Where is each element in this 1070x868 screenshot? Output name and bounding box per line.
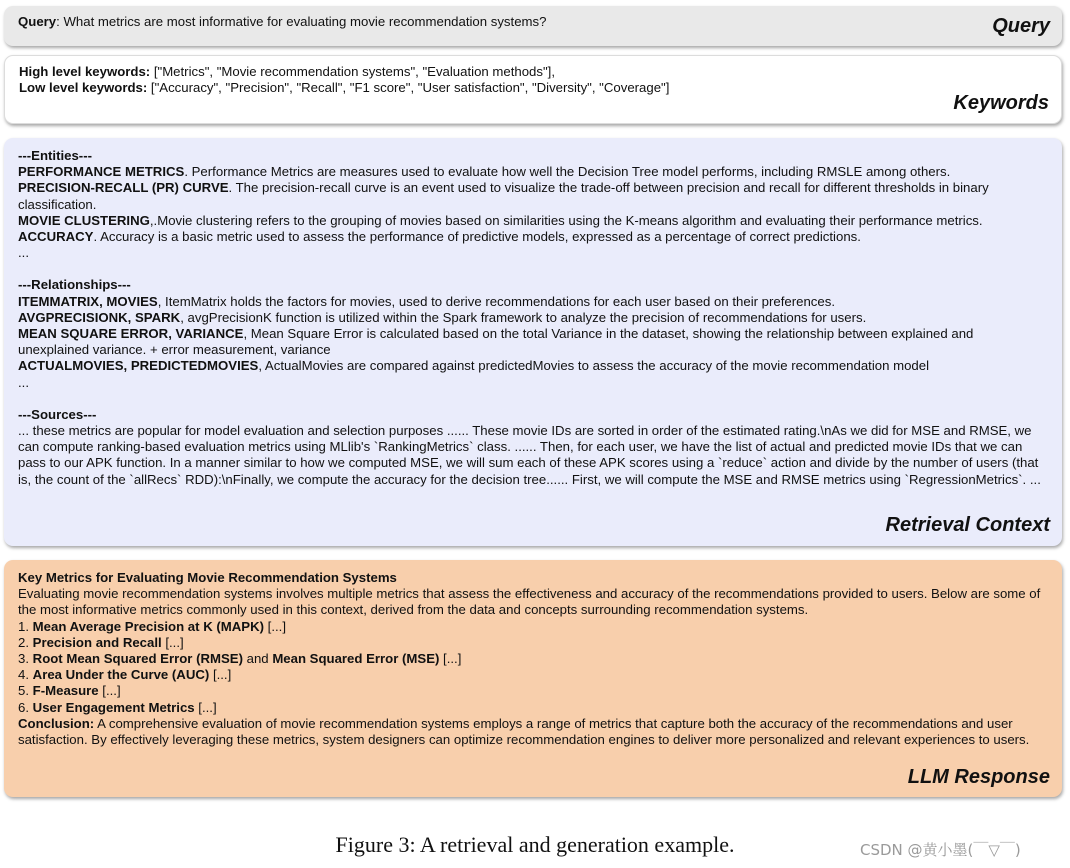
sources-text: ... these metrics are popular for model evaluation and selection purposes ...... These movie IDs are sorted in order of the estimated rating.\nAs we did for MSE and RMSE, we can compute ranking-based evaluation metrics using MLlib's `RankingMetrics` class. ...... Then, for each user, we have the list of actual and predicted movie IDs that we can pass to our APK function. In a manner similar to how we computed MSE, we will sum each of these APK scores using a `reduce` action and divide by the number of users (that is, the count of the `allRecs` RDD):\nFinally, we compute the accuracy for the decision tree...... First, we will compute the MSE and RMSE metrics using `RegressionMetrics`. ... bbox=[18, 423, 1041, 487]
query-line bbox=[18, 14, 1048, 30]
entity-description: . The precision-recall curve is an event used to visualize the trade-off between precision and recall for different thresholds in binary classification. bbox=[18, 180, 989, 212]
query-panel bbox=[4, 6, 1062, 46]
metric-connector: and bbox=[242, 651, 273, 667]
entities-list bbox=[18, 164, 1048, 245]
metric-ellipsis: [...] bbox=[209, 667, 232, 683]
relationship-target: PREDICTEDMOVIES bbox=[130, 358, 259, 374]
low-level-keywords bbox=[19, 80, 1047, 96]
response-intro: Evaluating movie recommendation systems involves multiple metrics that assess the effectiveness and accuracy of the recommendations provided to users. Below are some of the most informative metrics commonly used in this context, derived from the data and concepts surrounding recommendation systems. bbox=[18, 586, 1041, 618]
figure-caption: Figure 3: A retrieval and generation example. bbox=[335, 832, 735, 857]
high-level-label: High level keywords: bbox=[19, 64, 151, 79]
metric-name: F-Measure bbox=[32, 683, 99, 699]
keywords-panel bbox=[4, 55, 1062, 124]
relationship-separator: , bbox=[168, 326, 176, 342]
relationship-target: VARIANCE bbox=[175, 326, 244, 342]
metric-ellipsis: [...] bbox=[439, 651, 462, 667]
metric-number: 4. bbox=[18, 667, 33, 683]
high-level-value: ["Metrics", "Movie recommendation systems", "Evaluation methods"], bbox=[150, 64, 555, 79]
metric-list-item bbox=[18, 683, 1048, 699]
metric-number: 3. bbox=[18, 651, 33, 667]
metric-list-item bbox=[18, 635, 1048, 651]
low-level-value: ["Accuracy", "Precision", "Recall", "F1 score", "User satisfaction", "Diversity", "Coverage"] bbox=[147, 80, 670, 96]
entity-description: . Accuracy is a basic metric used to assess the performance of predictive models, expressed as a percentage of correct predictions. bbox=[93, 229, 861, 245]
query-text: : What metrics are most informative for evaluating movie recommendation systems? bbox=[56, 14, 547, 29]
metric-name: Root Mean Squared Error (RMSE) bbox=[32, 651, 243, 667]
conclusion-text: A comprehensive evaluation of movie recommendation systems employs a range of metrics that capture both the accuracy of the recommendations and user satisfaction. By effectively leveraging these metrics, system designers can optimize recommendation engines to deliver more personalized and relevant experiences to users. bbox=[18, 715, 1030, 748]
entity-item bbox=[18, 164, 1048, 180]
metric-ellipsis: [...] bbox=[264, 618, 286, 634]
entity-name: MOVIE CLUSTERING bbox=[18, 212, 150, 228]
llm-response-panel bbox=[4, 560, 1062, 797]
metric-list-item bbox=[18, 667, 1048, 683]
relationship-item bbox=[18, 294, 1048, 310]
query-label: Query bbox=[18, 14, 57, 29]
sources-header: ---Sources--- bbox=[18, 406, 97, 422]
relationship-source: ITEMMATRIX bbox=[18, 293, 100, 309]
metric-ellipsis: [...] bbox=[194, 699, 217, 715]
relationship-item bbox=[18, 310, 1048, 326]
relationship-item bbox=[18, 358, 1048, 374]
retrieval-context-tag: Retrieval Context bbox=[885, 514, 1050, 536]
entity-name: PRECISION-RECALL (PR) CURVE bbox=[18, 180, 229, 196]
relationship-description: , ItemMatrix holds the factors for movies, used to derive recommendations for each user based on their preferences. bbox=[157, 293, 835, 309]
metric-list-item bbox=[18, 619, 1048, 635]
metric-name: Mean Average Precision at K (MAPK) bbox=[32, 618, 264, 634]
metric-number: 1. bbox=[18, 618, 33, 634]
metric-ellipsis: [...] bbox=[161, 634, 184, 650]
query-tag: Query bbox=[992, 15, 1050, 37]
relationship-description: , avgPrecisionK function is utilized within the Spark framework to analyze the precision of recommendations for users. bbox=[180, 309, 867, 325]
metric-name: User Engagement Metrics bbox=[32, 699, 195, 715]
high-level-keywords bbox=[19, 64, 1047, 80]
response-metric-list bbox=[18, 619, 1048, 716]
relationships-list bbox=[18, 294, 1048, 375]
relationship-separator: , bbox=[99, 293, 107, 309]
entity-item bbox=[18, 180, 1048, 212]
relationship-target: SPARK bbox=[135, 309, 181, 325]
conclusion-label: Conclusion: bbox=[18, 715, 95, 731]
keywords-tag: Keywords bbox=[953, 92, 1049, 114]
relationship-source: MEAN SQUARE ERROR bbox=[18, 326, 169, 342]
relationship-source: ACTUALMOVIES bbox=[18, 358, 124, 374]
relationship-source: AVGPRECISIONK bbox=[18, 309, 128, 325]
metric-name-secondary: Mean Squared Error (MSE) bbox=[272, 651, 440, 667]
metric-name: Area Under the Curve (AUC) bbox=[32, 667, 210, 683]
relationship-description: , Mean Square Error is calculated based on the total Variance in the dataset, showing the relationship between explained and unexplained variance. + error measurement, variance bbox=[18, 326, 974, 358]
entity-item bbox=[18, 229, 1048, 245]
entity-description: ,.Movie clustering refers to the grouping of movies based on similarities using the K-means algorithm and evaluating their performance metrics. bbox=[149, 212, 983, 228]
metric-number: 6. bbox=[18, 699, 33, 715]
relationship-target: MOVIES bbox=[106, 293, 158, 309]
metric-list-item bbox=[18, 700, 1048, 716]
relationships-header: ---Relationships--- bbox=[18, 277, 131, 293]
metric-list-item bbox=[18, 651, 1048, 667]
entities-ellipsis: ... bbox=[18, 245, 29, 261]
response-title: Key Metrics for Evaluating Movie Recommendation Systems bbox=[18, 570, 397, 585]
relationship-separator: , bbox=[123, 358, 131, 374]
csdn-watermark: CSDN @黄小墨(￣▽￣) bbox=[860, 841, 1021, 859]
relationship-separator: , bbox=[127, 309, 135, 325]
entity-name: PERFORMANCE METRICS bbox=[18, 164, 185, 180]
response-conclusion bbox=[18, 716, 1048, 748]
metric-number: 5. bbox=[18, 683, 33, 699]
low-level-label: Low level keywords: bbox=[19, 80, 148, 96]
entity-description: . Performance Metrics are measures used to evaluate how well the Decision Tree model performs, including RMSLE among others. bbox=[184, 164, 951, 180]
metric-number: 2. bbox=[18, 634, 33, 650]
relationship-item bbox=[18, 326, 1048, 358]
llm-response-tag: LLM Response bbox=[907, 766, 1050, 788]
metric-name: Precision and Recall bbox=[32, 634, 162, 650]
entity-name: ACCURACY bbox=[18, 229, 94, 245]
relationship-description: , ActualMovies are compared against predictedMovies to assess the accuracy of the movie recommendation model bbox=[258, 358, 930, 374]
retrieval-context-panel bbox=[4, 138, 1062, 546]
entities-header: ---Entities--- bbox=[18, 148, 92, 163]
relationships-ellipsis: ... bbox=[18, 374, 29, 390]
metric-ellipsis: [...] bbox=[98, 683, 121, 699]
entity-item bbox=[18, 213, 1048, 229]
